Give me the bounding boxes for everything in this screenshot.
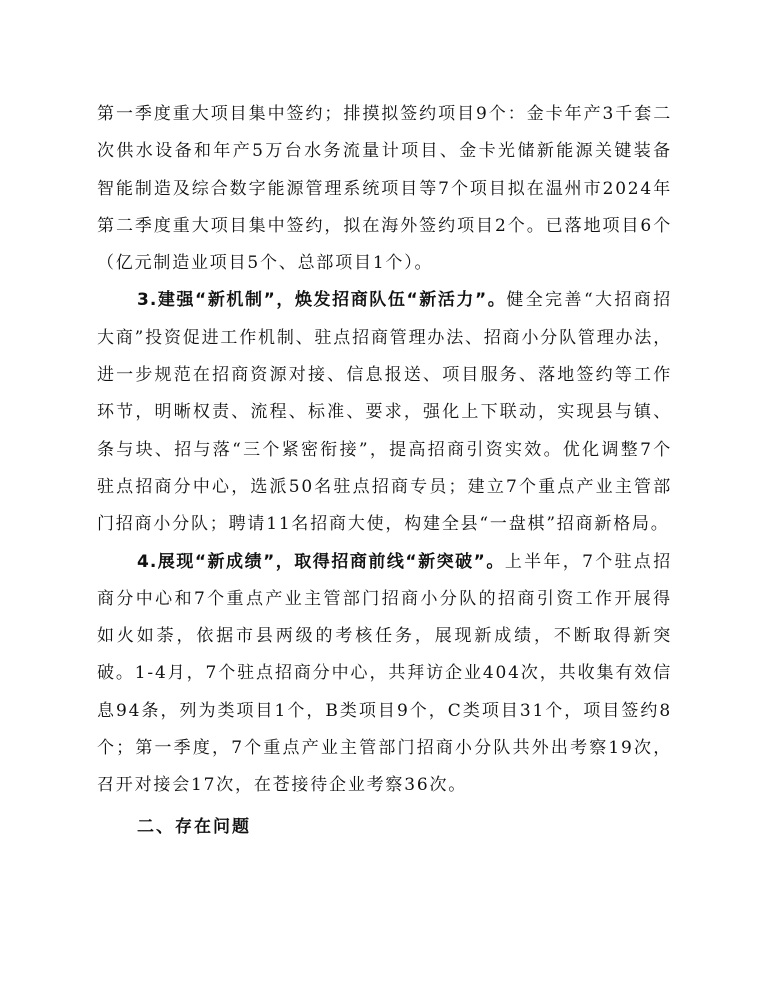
section-heading-existing-problems: 二、存在问题 <box>137 816 251 837</box>
paragraph-new-mechanism <box>97 282 672 543</box>
paragraph-body-new-mechanism: 健全完善“大招商招大商”投资促进工作机制、驻点招商管理办法、招商小分队管理办法，进一步规范在招商资源对接、信息报送、项目服务、落地签约等工作环节，明晰权责、流程、标准、要求，强化上下联动，实现县与镇、条与块、招与落“三个紧密衔接”，提高招商引资实效。优化调整7个驻点招商分中心，选派50名驻点招商专员；建立7个重点产业主管部门招商小分队；聘请11名招商大使，构建全县“一盘棋”招商新格局。 <box>97 290 673 535</box>
paragraph-body-new-results: 上半年，7个驻点招商分中心和7个重点产业主管部门招商小分队的招商引资工作开展得如火如荼，依据市县两级的考核任务，展现新成绩，不断取得新突破。1-4月，7个驻点招商分中心，共拜访企业404次，共收集有效信息94条，列为类项目1个，B类项目9个，C类项目31个，项目签约8个；第一季度，7个重点产业主管部门招商小分队共外出考察19次，召开对接会17次，在苍接待企业考察36次。 <box>97 551 672 796</box>
document-body <box>97 96 672 846</box>
paragraph-lead-new-mechanism: 3.建强“新机制”，焕发招商队伍“新活力”。 <box>137 290 507 311</box>
paragraph-lead-new-results: 4.展现“新成绩”，取得招商前线“新突破”。 <box>137 551 505 572</box>
paragraph-new-results <box>97 544 672 805</box>
paragraph-project-signing: 第一季度重大项目集中签约；排摸拟签约项目9个：金卡年产3千套二次供水设备和年产5万台水务流量计项目、金卡光储新能源关键装备智能制造及综合数字能源管理系统项目等7个项目拟在温州市2024年第二季度重大项目集中签约，拟在海外签约项目2个。已落地项目6个（亿元制造业项目5个、总部项目1个）。 <box>97 104 672 274</box>
